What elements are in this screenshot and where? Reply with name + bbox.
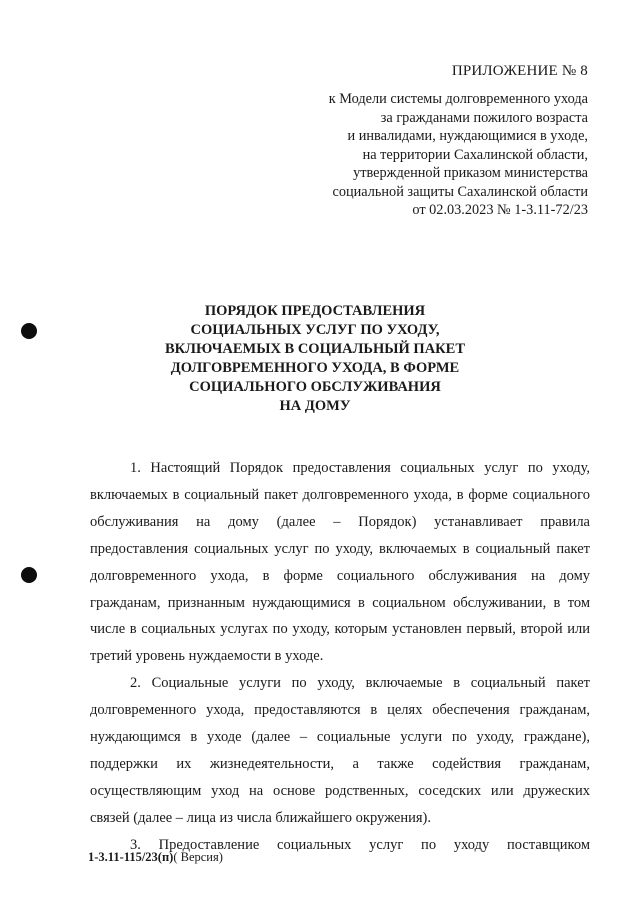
reference-line: на территории Сахалинской области, <box>362 146 588 163</box>
document-body <box>90 455 590 859</box>
punch-hole-mark <box>21 567 37 583</box>
version-label: ( Версия) <box>173 850 223 864</box>
document-title <box>150 302 480 416</box>
reference-line: утвержденной приказом министерства <box>353 165 588 181</box>
title-line: ВКЛЮЧАЕМЫХ В СОЦИАЛЬНЫЙ ПАКЕТ <box>164 341 466 357</box>
reference-line: социальной защиты Сахалинской области <box>332 183 588 200</box>
reference-line: к Модели системы долговременного ухода <box>328 91 588 107</box>
title-line: ПОРЯДОК ПРЕДОСТАВЛЕНИЯ <box>204 303 426 319</box>
title-line: СОЦИАЛЬНЫХ УСЛУГ ПО УХОДУ, <box>190 322 440 338</box>
paragraph-3: 3. Предоставление социальных услуг по уходу поставщиком <box>130 836 590 853</box>
reference-line: за гражданами пожилого возраста <box>380 109 588 126</box>
paragraph-2: 2. Социальные услуги по уходу, включаемые в социальный пакет долговременного ухода, предоставляются в целях обеспечения гражданам, нуждающимся в уходе (далее – социальные услуги по уходу, граждане), поддержки их жизнедеятельности, а также содействия гражданам, осуществляющим уход на основе родственных, соседских или дружеских связей (далее – лица из числа ближайшего окружения). <box>90 675 590 826</box>
punch-hole-mark <box>21 323 37 339</box>
appendix-number: ПРИЛОЖЕНИЕ № 8 <box>451 63 588 79</box>
title-line: НА ДОМУ <box>279 398 351 414</box>
document-code: 1-3.11-115/23(п) <box>88 850 174 864</box>
reference-line: и инвалидами, нуждающимися в уходе, <box>347 128 588 144</box>
document-footer <box>88 849 223 865</box>
reference-line: от 02.03.2023 № 1-3.11-72/23 <box>412 202 588 218</box>
title-line: ДОЛГОВРЕМЕННОГО УХОДА, В ФОРМЕ <box>170 360 460 376</box>
title-line: СОЦИАЛЬНОГО ОБСЛУЖИВАНИЯ <box>189 379 441 395</box>
appendix-reference <box>248 90 588 220</box>
paragraph-1: 1. Настоящий Порядок предоставления социальных услуг по уходу, включаемых в социальный пакет долговременного ухода, в форме социального обслуживания на дому (далее – Порядок) устанавливает правила предоставления социальных услуг по уходу, включаемых в социальный пакет долговременного ухода, в форме социального обслуживания на дому гражданам, признанным нуждающимися в социальном обслуживании, в том числе в социальных услугах по уходу, которым установлен первый, второй или третий уровень нуждаемости в уходе. <box>90 460 590 665</box>
